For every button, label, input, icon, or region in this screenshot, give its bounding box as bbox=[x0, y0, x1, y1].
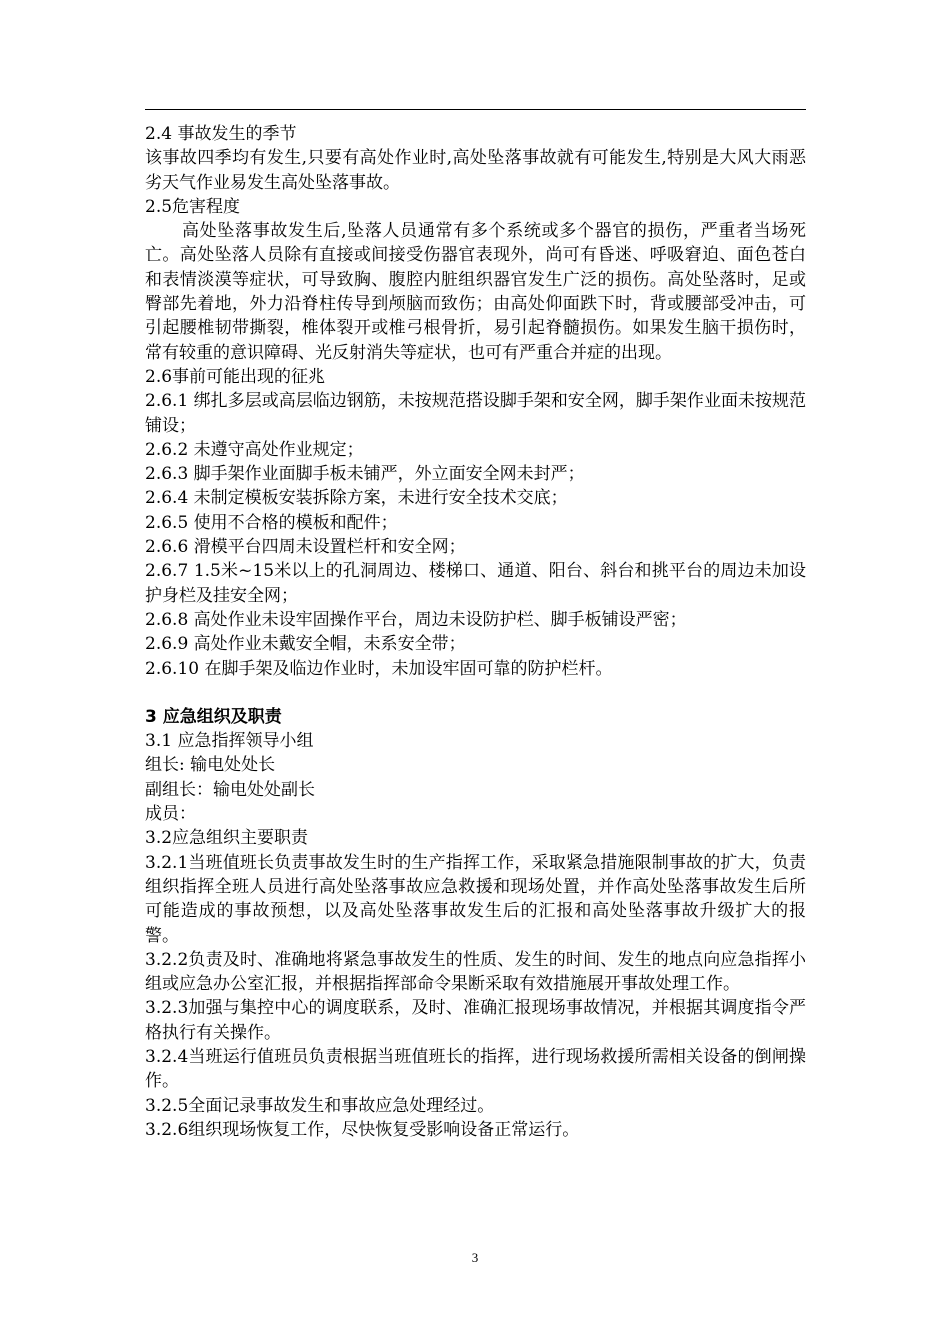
list-item-3-2-1: 3.2.1当班值班长负责事故发生时的生产指挥工作，采取紧急措施限制事故的扩大，负责组织指挥全班人员进行高处坠落事故应急救援和现场处置，并作高处坠落事故发生后所可能造成的事故预想，以及高处坠落事故发生后的汇报和高处坠落事故升级扩大的报警。 bbox=[145, 852, 806, 946]
list-item-2-6-7: 2.6.7 1.5米~15米以上的孔洞周边、楼梯口、通道、阳台、斜台和挑平台的周边未加设护身栏及挂安全网； bbox=[145, 561, 806, 606]
section-heading-2-5: 2.5危害程度 bbox=[145, 196, 241, 217]
page-number: 3 bbox=[471, 1250, 479, 1265]
list-item-3-2-2: 3.2.2负责及时、准确地将紧急事故发生的性质、发生的时间、发生的地点向应急指挥小组或应急办公室汇报，并根据指挥部命令果断采取有效措施展开事故处理工作。 bbox=[145, 949, 806, 995]
list-item-3-2-3: 3.2.3加强与集控中心的调度联系，及时、准确汇报现场事故情况，并根据其调度指令严格执行有关操作。 bbox=[145, 998, 806, 1043]
list-item-2-6-10: 2.6.10 在脚手架及临边作业时，未加设牢固可靠的防护栏杆。 bbox=[145, 658, 613, 679]
subsection-heading-3-2: 3.2应急组织主要职责 bbox=[145, 828, 309, 849]
group-deputy-line: 副组长：输电处处副长 bbox=[145, 779, 315, 800]
header-rule bbox=[145, 109, 806, 110]
list-item-2-6-9: 2.6.9 高处作业未戴安全帽，未系安全带； bbox=[145, 634, 466, 655]
list-item-3-2-4: 3.2.4当班运行值班员负责根据当班值班长的指挥，进行现场救援所需相关设备的倒闸操作。 bbox=[145, 1046, 806, 1092]
list-item-2-6-3: 2.6.3 脚手架作业面脚手板未铺严，外立面安全网未封严； bbox=[145, 464, 585, 485]
list-item-3-2-5: 3.2.5全面记录事故发生和事故应急处理经过。 bbox=[145, 1095, 495, 1116]
subsection-heading-3-1: 3.1 应急指挥领导小组 bbox=[145, 731, 314, 752]
list-item-2-6-6: 2.6.6 滑模平台四周未设置栏杆和安全网； bbox=[145, 537, 466, 558]
list-item-2-6-2: 2.6.2 未遵守高处作业规定； bbox=[145, 439, 364, 460]
list-item-2-6-4: 2.6.4 未制定模板安装拆除方案，未进行安全技术交底； bbox=[145, 488, 568, 509]
group-members-line: 成员： bbox=[145, 804, 196, 825]
section-heading-3: 3 应急组织及职责 bbox=[145, 706, 282, 727]
paragraph-2-4: 该事故四季均有发生,只要有高处作业时,高处坠落事故就有可能发生,特别是大风大雨恶劣天气作业易发生高处坠落事故。 bbox=[145, 148, 806, 193]
list-item-3-2-6: 3.2.6组织现场恢复工作，尽快恢复受影响设备正常运行。 bbox=[145, 1119, 580, 1140]
list-item-2-6-1: 2.6.1 绑扎多层或高层临边钢筋，未按规范搭设脚手架和安全网，脚手架作业面未按规范铺设； bbox=[145, 391, 806, 436]
document-body bbox=[145, 122, 806, 1142]
list-item-2-6-8: 2.6.8 高处作业未设牢固操作平台，周边未设防护栏、脚手板铺设严密； bbox=[145, 609, 687, 630]
list-item-2-6-5: 2.6.5 使用不合格的模板和配件； bbox=[145, 512, 398, 533]
paragraph-2-5: 高处坠落事故发生后,坠落人员通常有多个系统或多个器官的损伤，严重者当场死亡。高处坠落人员除有直接或间接受伤器官表现外，尚可有昏迷、呼吸窘迫、面色苍白和表情淡漠等症状，可导致胸、腹腔内脏组织器官发生广泛的损伤。高处坠落时，足或臀部先着地，外力沿脊柱传导到颅脑而致伤；由高处仰面跌下时，背或腰部受冲击，可引起腰椎韧带撕裂，椎体裂开或椎弓根骨折，易引起脊髓损伤。如果发生脑干损伤时，常有较重的意识障碍、光反射消失等症状，也可有严重合并症的出现。 bbox=[145, 221, 806, 363]
section-heading-2-4: 2.4 事故发生的季节 bbox=[145, 124, 297, 144]
group-leader-line: 组长: 输电处处长 bbox=[145, 755, 276, 776]
section-heading-2-6: 2.6事前可能出现的征兆 bbox=[145, 366, 326, 387]
